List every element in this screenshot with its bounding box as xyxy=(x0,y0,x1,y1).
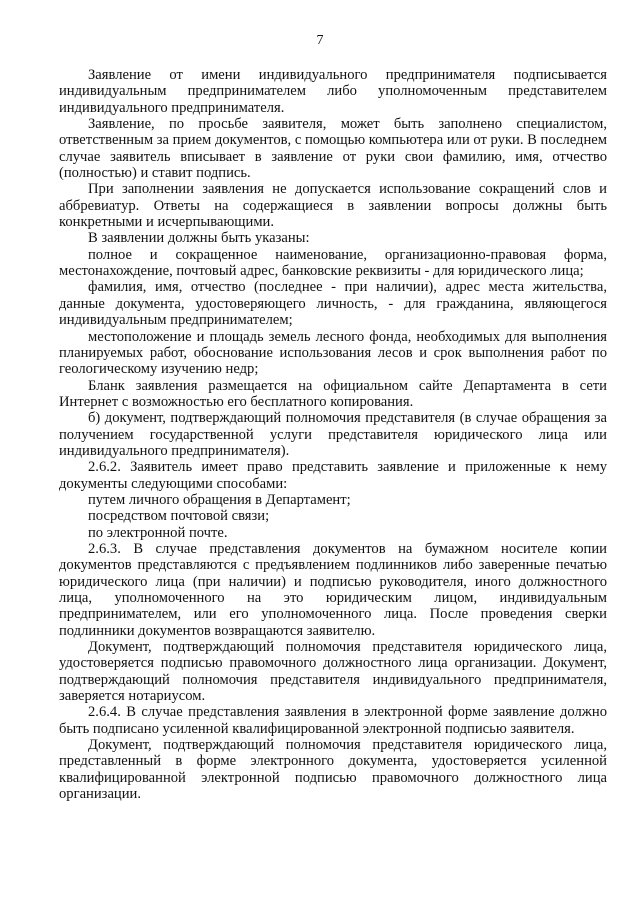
paragraph-submission-methods: 2.6.2. Заявитель имеет право представить заявление и приложенные к нему документы следующими способами: xyxy=(59,459,607,492)
paragraph-representative-certification: Документ, подтверждающий полномочия представителя юридического лица, удостоверяется подписью правомочного должностного лица организации. Документ, подтверждающий полномочия представителя индивидуального предпринимателя, заверяется нотариусом. xyxy=(59,639,607,705)
paragraph-method-in-person: путем личного обращения в Департамент; xyxy=(88,491,351,508)
paragraph-electronic-form: 2.6.4. В случае представления заявления в электронной форме заявление должно быть подписано усиленной квалифицированной электронной подписью заявителя. xyxy=(59,704,607,737)
document-body xyxy=(59,67,607,802)
paragraph-filling-by-specialist: Заявление, по просьбе заявителя, может быть заполнено специалистом, ответственным за прием документов, с помощью компьютера или от руки. В последнем случае заявитель вписывает в заявление от руки свои фамилию, имя, отчество (полностью) и ставит подпись. xyxy=(59,116,607,182)
paragraph-no-abbreviations: При заполнении заявления не допускается использование сокращений слов и аббревиатур. Ответы на содержащиеся в заявлении вопросы должны быть конкретными и исчерпывающими. xyxy=(59,181,607,231)
paragraph-required-fields-intro: В заявлении должны быть указаны: xyxy=(88,230,310,247)
paragraph-form-published: Бланк заявления размещается на официальном сайте Департамента в сети Интернет с возможностью его бесплатного копирования. xyxy=(59,377,607,410)
paragraph-land-location: местоположение и площадь земель лесного фонда, необходимых для выполнения планируемых работ, обоснование использования лесов и срок выполнения работ по геологическому изучению недр; xyxy=(59,328,607,378)
paragraph-paper-copies: 2.6.3. В случае представления документов на бумажном носителе копии документов представляются с предъявлением подлинников либо заверенные печатью юридического лица (при наличии) и подписью руководителя, иного должностного лица, уполномоченного на это юридическим лицом, индивидуальным предпринимателем, или его уполномоченного лица. После проведения сверки подлинники документов возвращаются заявителю. xyxy=(59,540,607,639)
paragraph-signature-rule: Заявление от имени индивидуального предпринимателя подписывается индивидуальным предпринимателем либо уполномоченным представителем индивидуального предпринимателя. xyxy=(59,67,607,116)
paragraph-individual-details: фамилия, имя, отчество (последнее - при наличии), адрес места жительства, данные документа, удостоверяющего личность, - для гражданина, являющегося индивидуальным предпринимателем; xyxy=(59,279,607,329)
paragraph-method-email: по электронной почте. xyxy=(88,524,228,541)
paragraph-representative-document: б) документ, подтверждающий полномочия представителя (в случае обращения за получением государственной услуги представителя юридического лица или индивидуального предпринимателя). xyxy=(59,410,607,459)
paragraph-electronic-representative: Документ, подтверждающий полномочия представителя юридического лица, представленный в форме электронного документа, удостоверяется усиленной квалифицированной электронной подписью правомочного должностного лица организации. xyxy=(59,737,607,803)
paragraph-legal-entity-details: полное и сокращенное наименование, организационно-правовая форма, местонахождение, почтовый адрес, банковские реквизиты - для юридического лица; xyxy=(59,246,607,280)
page-number: 7 xyxy=(316,33,324,48)
paragraph-method-post: посредством почтовой связи; xyxy=(88,508,270,525)
